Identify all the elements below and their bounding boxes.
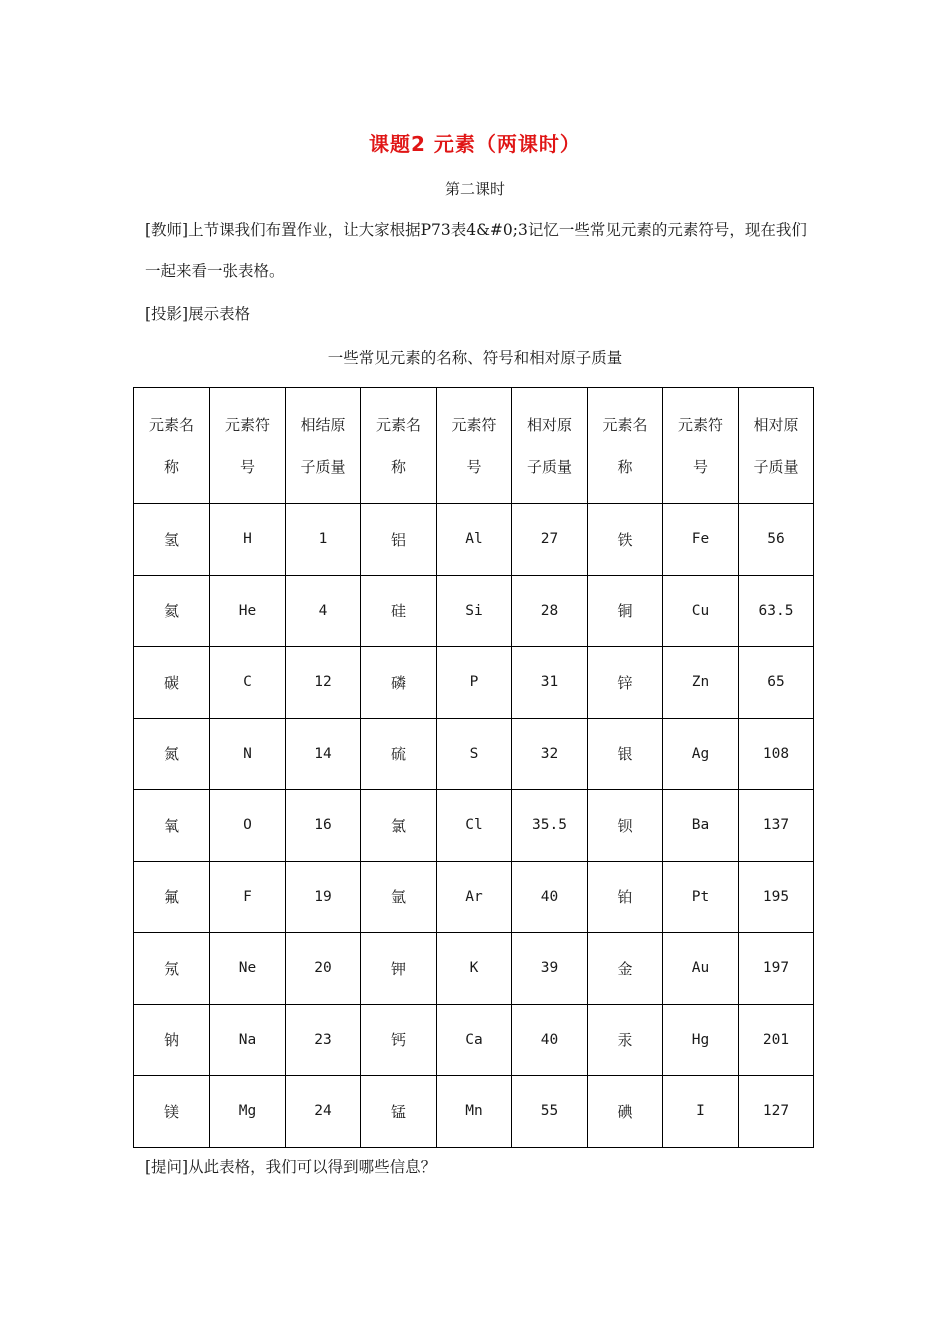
element-name-cell: 银 (588, 718, 663, 790)
header-cell: 相对原子质量 (739, 388, 814, 504)
element-symbol-cell: Na (210, 1004, 286, 1076)
element-symbol-cell: Ca (437, 1004, 512, 1076)
element-name-cell: 氖 (134, 933, 210, 1005)
element-name-cell: 氦 (134, 575, 210, 647)
atomic-mass-cell: 127 (739, 1076, 814, 1148)
atomic-mass-cell: 137 (739, 790, 814, 862)
element-name-cell: 铝 (361, 504, 437, 576)
element-name-cell: 碳 (134, 647, 210, 719)
element-name-cell: 铁 (588, 504, 663, 576)
atomic-mass-cell: 19 (286, 861, 361, 933)
element-symbol-cell: Mg (210, 1076, 286, 1148)
page-title: 课题2 元素（两课时） (369, 132, 581, 156)
element-symbol-cell: Al (437, 504, 512, 576)
elements-table (133, 387, 814, 1148)
element-symbol-cell: Ba (663, 790, 739, 862)
lesson-subtitle: 第二课时 (444, 180, 505, 198)
atomic-mass-cell: 31 (512, 647, 588, 719)
element-name-cell: 碘 (588, 1076, 663, 1148)
element-symbol-cell: C (210, 647, 286, 719)
header-cell: 元素名称 (361, 388, 437, 504)
element-symbol-cell: Cl (437, 790, 512, 862)
element-name-cell: 钠 (134, 1004, 210, 1076)
element-symbol-cell: Si (437, 575, 512, 647)
header-cell: 元素名称 (588, 388, 663, 504)
element-symbol-cell: Fe (663, 504, 739, 576)
element-name-cell: 硅 (361, 575, 437, 647)
atomic-mass-cell: 23 (286, 1004, 361, 1076)
element-symbol-cell: Hg (663, 1004, 739, 1076)
element-name-cell: 铂 (588, 861, 663, 933)
element-symbol-cell: P (437, 647, 512, 719)
atomic-mass-cell: 1 (286, 504, 361, 576)
element-symbol-cell: O (210, 790, 286, 862)
element-symbol-cell: F (210, 861, 286, 933)
table-header-row (134, 388, 814, 504)
element-symbol-cell: Au (663, 933, 739, 1005)
element-symbol-cell: S (437, 718, 512, 790)
atomic-mass-cell: 55 (512, 1076, 588, 1148)
element-symbol-cell: I (663, 1076, 739, 1148)
atomic-mass-cell: 14 (286, 718, 361, 790)
element-name-cell: 钾 (361, 933, 437, 1005)
element-name-cell: 氟 (134, 861, 210, 933)
element-symbol-cell: K (437, 933, 512, 1005)
table-row (134, 933, 814, 1005)
element-symbol-cell: Ne (210, 933, 286, 1005)
element-name-cell: 锌 (588, 647, 663, 719)
element-symbol-cell: N (210, 718, 286, 790)
header-cell: 元素符号 (210, 388, 286, 504)
table-row (134, 1004, 814, 1076)
atomic-mass-cell: 28 (512, 575, 588, 647)
header-cell: 元素符号 (437, 388, 512, 504)
header-cell: 相结原子质量 (286, 388, 361, 504)
atomic-mass-cell: 4 (286, 575, 361, 647)
atomic-mass-cell: 195 (739, 861, 814, 933)
element-name-cell: 铜 (588, 575, 663, 647)
atomic-mass-cell: 56 (739, 504, 814, 576)
atomic-mass-cell: 40 (512, 861, 588, 933)
atomic-mass-cell: 16 (286, 790, 361, 862)
element-symbol-cell: Cu (663, 575, 739, 647)
element-symbol-cell: Zn (663, 647, 739, 719)
teacher-paragraph: [教师]上节课我们布置作业，让大家根据P73表4&#0;3记忆一些常见元素的元素符号，现在我们一起来看一张表格。 (145, 221, 807, 280)
element-symbol-cell: Ar (437, 861, 512, 933)
element-symbol-cell: H (210, 504, 286, 576)
element-name-cell: 氯 (361, 790, 437, 862)
header-cell: 相对原子质量 (512, 388, 588, 504)
element-symbol-cell: Ag (663, 718, 739, 790)
atomic-mass-cell: 108 (739, 718, 814, 790)
element-name-cell: 磷 (361, 647, 437, 719)
atomic-mass-cell: 201 (739, 1004, 814, 1076)
element-name-cell: 氮 (134, 718, 210, 790)
atomic-mass-cell: 27 (512, 504, 588, 576)
atomic-mass-cell: 12 (286, 647, 361, 719)
table-row (134, 1076, 814, 1148)
element-name-cell: 镁 (134, 1076, 210, 1148)
element-symbol-cell: He (210, 575, 286, 647)
atomic-mass-cell: 35.5 (512, 790, 588, 862)
element-name-cell: 锰 (361, 1076, 437, 1148)
atomic-mass-cell: 197 (739, 933, 814, 1005)
projection-paragraph: [投影]展示表格 (145, 305, 251, 323)
atomic-mass-cell: 40 (512, 1004, 588, 1076)
table-body (134, 504, 814, 1148)
atomic-mass-cell: 63.5 (739, 575, 814, 647)
atomic-mass-cell: 65 (739, 647, 814, 719)
header-cell: 元素符号 (663, 388, 739, 504)
header-cell: 元素名称 (134, 388, 210, 504)
element-name-cell: 汞 (588, 1004, 663, 1076)
element-name-cell: 氩 (361, 861, 437, 933)
element-name-cell: 金 (588, 933, 663, 1005)
element-name-cell: 钡 (588, 790, 663, 862)
atomic-mass-cell: 32 (512, 718, 588, 790)
question-paragraph: [提问]从此表格，我们可以得到哪些信息？ (145, 1158, 437, 1176)
table-row (134, 790, 814, 862)
atomic-mass-cell: 24 (286, 1076, 361, 1148)
element-name-cell: 氧 (134, 790, 210, 862)
table-row (134, 647, 814, 719)
element-name-cell: 氢 (134, 504, 210, 576)
element-name-cell: 硫 (361, 718, 437, 790)
atomic-mass-cell: 20 (286, 933, 361, 1005)
table-row (134, 861, 814, 933)
element-symbol-cell: Mn (437, 1076, 512, 1148)
element-name-cell: 钙 (361, 1004, 437, 1076)
table-row (134, 504, 814, 576)
table-row (134, 718, 814, 790)
atomic-mass-cell: 39 (512, 933, 588, 1005)
element-symbol-cell: Pt (663, 861, 739, 933)
table-row (134, 575, 814, 647)
table-caption: 一些常见元素的名称、符号和相对原子质量 (327, 349, 623, 367)
